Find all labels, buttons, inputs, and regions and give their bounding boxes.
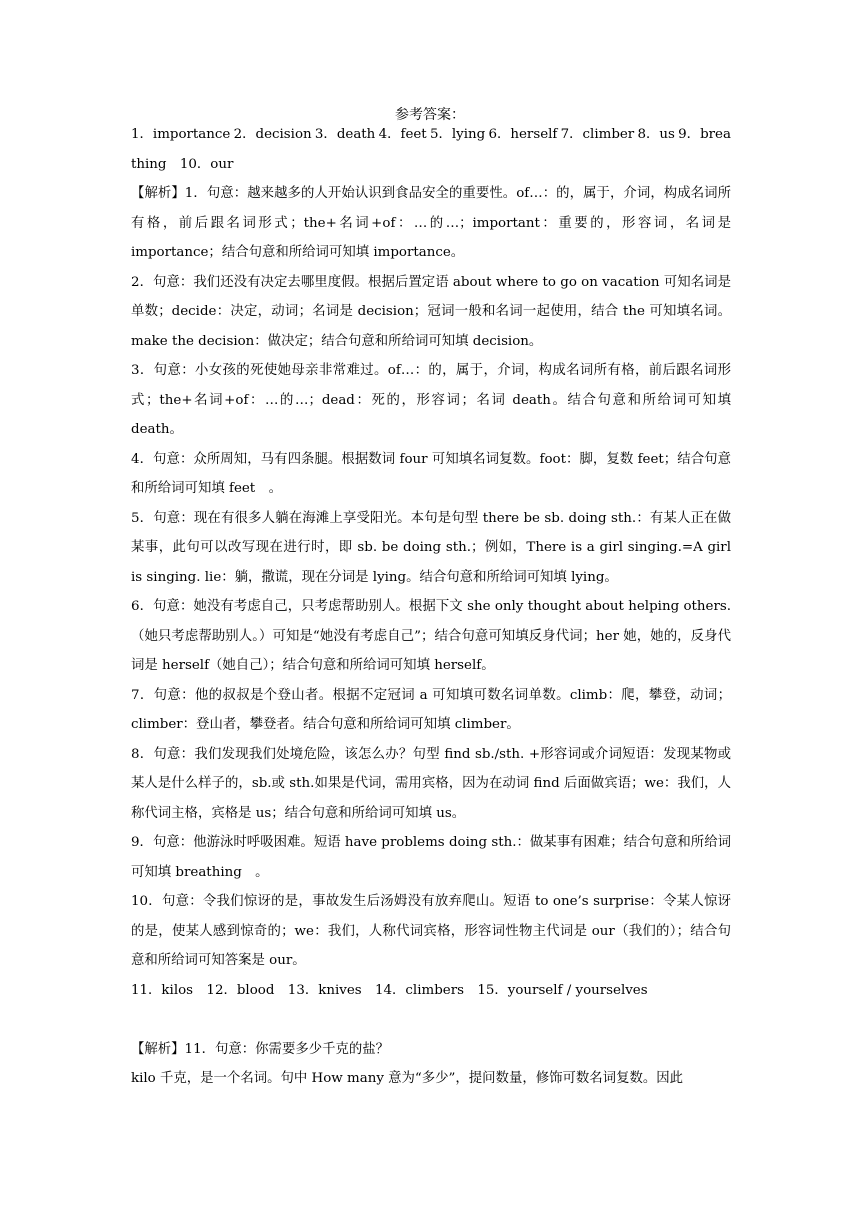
answer-list-11-15: 11．kilos 12．blood 13．knives 14．climbers 15．yourself / yourselves [131, 982, 648, 998]
explanation-4: 4．句意：众所周知，马有四条腿。根据数词 four 可知填名词复数。foot：脚，复数 feet；结合句意和所给词可知填 feet 。 [131, 451, 731, 496]
explanation-9: 9．句意：他游泳时呼吸困难。短语 have problems doing sth.：做某事有困难；结合句意和所给词可知填 breathing 。 [131, 835, 731, 880]
answer-item: 7．climber [560, 127, 635, 142]
explanation-8: 8．句意：我们发现我们处境危险，该怎么办？句型 find sb./sth. +形容词或介词短语：发现某物或某人是什么样子的，sb.或 sth.如果是代词，需用宾格，因为在动词 find 后面做宾语；we：我们，人称代词主格，宾格是 us；结合句意和所给词可知填 us。 [131, 746, 731, 821]
blank-line [131, 1005, 731, 1035]
explanation-11-continued: kilo 千克，是一个名词。句中 How many 意为“多少”，提问数量，修饰可数名词复数。因此 [131, 1071, 684, 1086]
answer-item: 6．herself [488, 127, 558, 142]
explanation-2: 2．句意：我们还没有决定去哪里度假。根据后置定语 about where to go on vacation 可知名词是单数；decide：决定，动词；名词是 decision；冠词一般和名词一起使用，结合 the 可知填名词。make the decision：做决定；结合句意和所给词可知填 decision。 [131, 274, 731, 349]
answer-item: 4．feet [378, 127, 427, 142]
answer-list-9-10-cont: thing 10．our [131, 156, 234, 172]
explanation-1: 【解析】1．句意：越来越多的人开始认识到食品安全的重要性。of…：的，属于，介词，构成名词所有格，前后跟名词形式；the+名词+of：…的…；important：重要的，形容词，名词是 importance；结合句意和所给词可知填 importance。 [131, 186, 731, 260]
answer-item: 1．importance [131, 127, 231, 142]
page-title: 参考答案： [395, 107, 465, 123]
answer-item: 9．brea [678, 127, 731, 142]
explanation-6: 6．句意：她没有考虑自己，只考虑帮助别人。根据下文 she only thought about helping others.（她只考虑帮助别人。）可知是“她没有考虑自己”；结合句意可知填反身代词；her 她，她的，反身代词是 herself（她自己）；结合句意和所给词可知填 herself。 [131, 599, 731, 673]
answer-item: 2．decision [233, 127, 312, 142]
answer-item: 3．death [314, 127, 376, 142]
explanation-3: 3．句意：小女孩的死使她母亲非常难过。of…：的，属于，介词，构成名词所有格，前后跟名词形式；the+名词+of：…的…；dead：死的，形容词；名词 death。结合句意和所给词可知填 death。 [131, 363, 731, 437]
explanation-5: 5．句意：现在有很多人躺在海滩上享受阳光。本句是句型 there be sb. doing sth.：有某人正在做某事，此句可以改写现在进行时，即 sb. be doing sth.；例如，There is a girl singing.=A girl is singing. lie：躺，撒谎，现在分词是 lying。结合句意和所给词可知填 lying。 [131, 510, 731, 585]
explanation-7: 7．句意：他的叔叔是个登山者。根据不定冠词 a 可知填可数名词单数。climb：爬，攀登，动词；climber：登山者，攀登者。结合句意和所给词可知填 climber。 [131, 687, 731, 732]
answer-list-1-9 [131, 120, 731, 150]
answer-content [131, 120, 731, 1094]
explanation-10: 10．句意：令我们惊讶的是，事故发生后汤姆没有放弃爬山。短语 to one’s surprise：令某人惊讶的是，使某人感到惊奇的；we：我们，人称代词宾格，形容词性物主代词是 our（我们的）；结合句意和所给词可知答案是 our。 [131, 894, 731, 968]
explanation-11: 【解析】11．句意：你需要多少千克的盐？ [131, 1041, 390, 1057]
answer-item: 8．us [637, 127, 675, 142]
answer-item: 5．lying [429, 127, 486, 142]
